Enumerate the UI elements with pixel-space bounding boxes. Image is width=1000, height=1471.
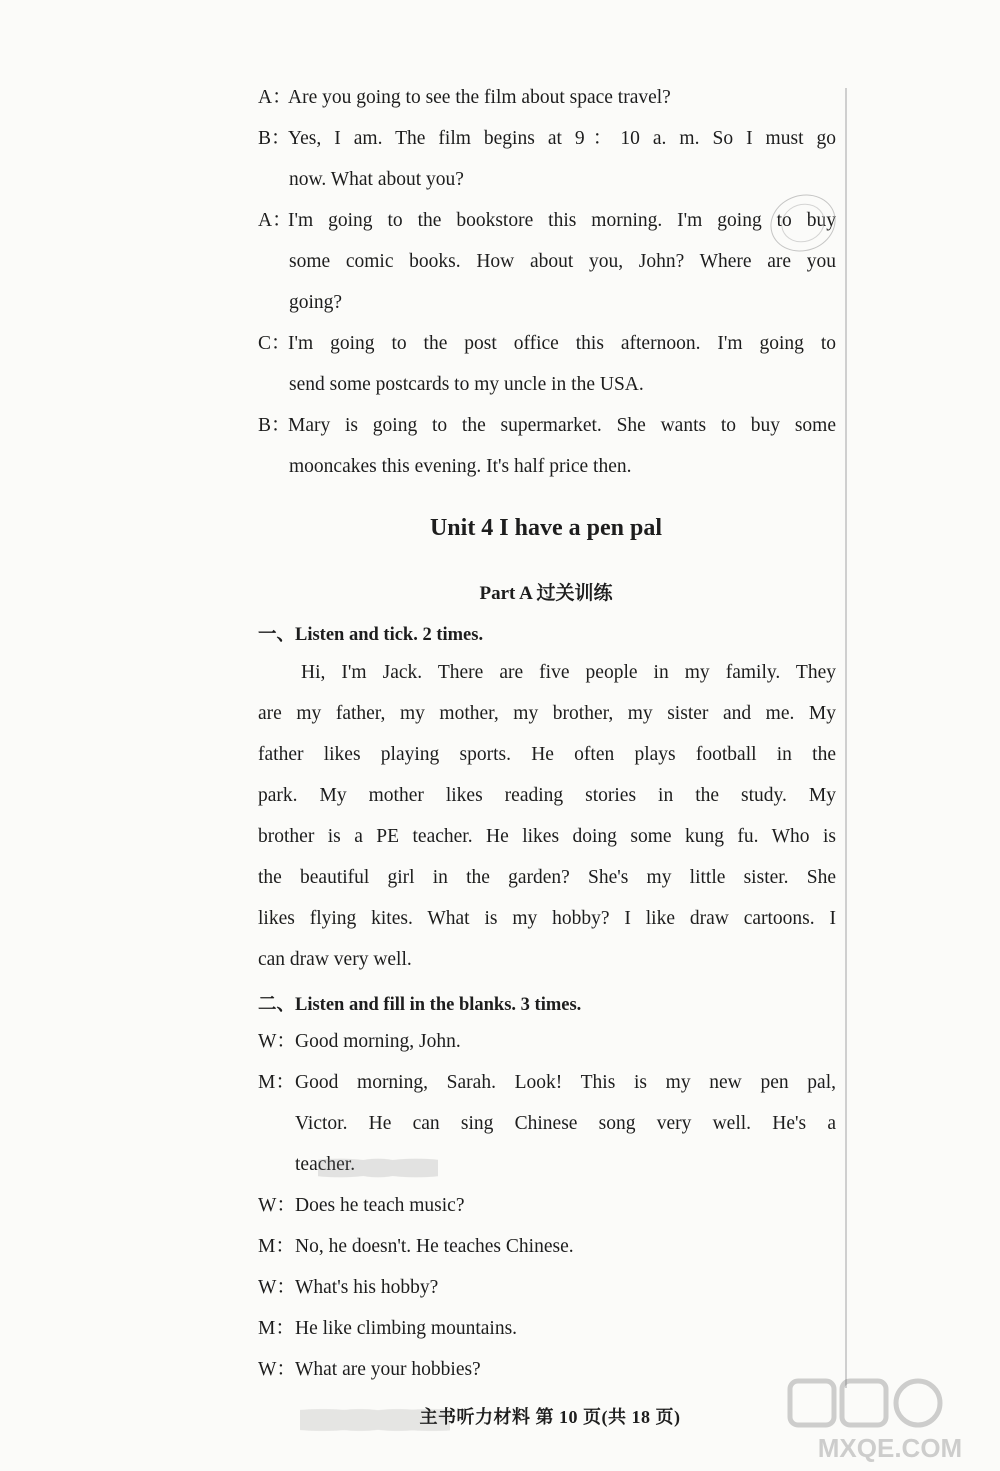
paragraph-line: Hi, I'm Jack. There are five people in my family. They xyxy=(301,662,836,683)
paragraph-line: park. My mother likes reading stories in the study. My xyxy=(258,785,836,806)
paragraph-line: the beautiful girl in the garden? She's my little sister. She xyxy=(258,867,836,888)
dialogue-line: M：No, he doesn't. He teaches Chinese. xyxy=(258,1236,574,1257)
dialogue-line: B：Mary is going to the supermarket. She wants to buy some xyxy=(258,415,836,436)
faint-watermark xyxy=(318,1148,438,1188)
dialogue-line: W：Good morning, John. xyxy=(258,1031,461,1052)
dialogue-line-cont: teacher. xyxy=(295,1154,356,1175)
dialogue-line: W：What are your hobbies? xyxy=(258,1359,481,1380)
dialogue-line-cont: going? xyxy=(289,292,343,313)
dialogue-line: A：I'm going to the bookstore this morning. I'm going to buy xyxy=(258,210,836,231)
dialogue-line: A：Are you going to see the film about space travel? xyxy=(258,87,671,108)
section-heading: 一、Listen and tick. 2 times. xyxy=(258,625,484,645)
page-margin-rule xyxy=(845,88,847,1388)
watermark-logo xyxy=(780,1375,990,1465)
paragraph-line: brother is a PE teacher. He likes doing some kung fu. Who is xyxy=(258,826,836,847)
dialogue-line: B：Yes, I am. The film begins at 9：10 a. m. So I must go xyxy=(258,128,836,149)
paragraph-line: can draw very well. xyxy=(258,949,412,970)
stamp-seal xyxy=(763,186,843,260)
dialogue-line-cont: now. What about you? xyxy=(289,169,464,190)
paragraph-line: father likes playing sports. He often plays football in the xyxy=(258,744,836,765)
section-heading: 二、Listen and fill in the blanks. 3 times. xyxy=(258,995,582,1015)
paragraph-line: likes flying kites. What is my hobby? I like draw cartoons. I xyxy=(258,908,836,929)
watermark-logo-text: MXQE.COM xyxy=(817,1433,963,1463)
dialogue-line: C：I'm going to the post office this afternoon. I'm going to xyxy=(258,333,836,354)
dialogue-line-cont: some comic books. How about you, John? Where are you xyxy=(289,251,836,272)
page-footer: 主书听力材料 第 10 页(共 18 页) xyxy=(419,1407,681,1427)
dialogue-line-cont: send some postcards to my uncle in the USA. xyxy=(289,374,644,395)
dialogue-line-cont: Victor. He can sing Chinese song very well. He's a xyxy=(295,1113,836,1134)
dialogue-line: M：Good morning, Sarah. Look! This is my new pen pal, xyxy=(258,1072,836,1093)
dialogue-line: M：He like climbing mountains. xyxy=(258,1318,518,1339)
dialogue-line: W：What's his hobby? xyxy=(258,1277,439,1298)
dialogue-line: W：Does he teach music? xyxy=(258,1195,465,1216)
part-title: Part A 过关训练 xyxy=(479,583,613,604)
paragraph-line: are my father, my mother, my brother, my sister and me. My xyxy=(258,703,836,724)
dialogue-line-cont: mooncakes this evening. It's half price then. xyxy=(289,456,632,477)
unit-title: Unit 4 I have a pen pal xyxy=(429,515,663,541)
